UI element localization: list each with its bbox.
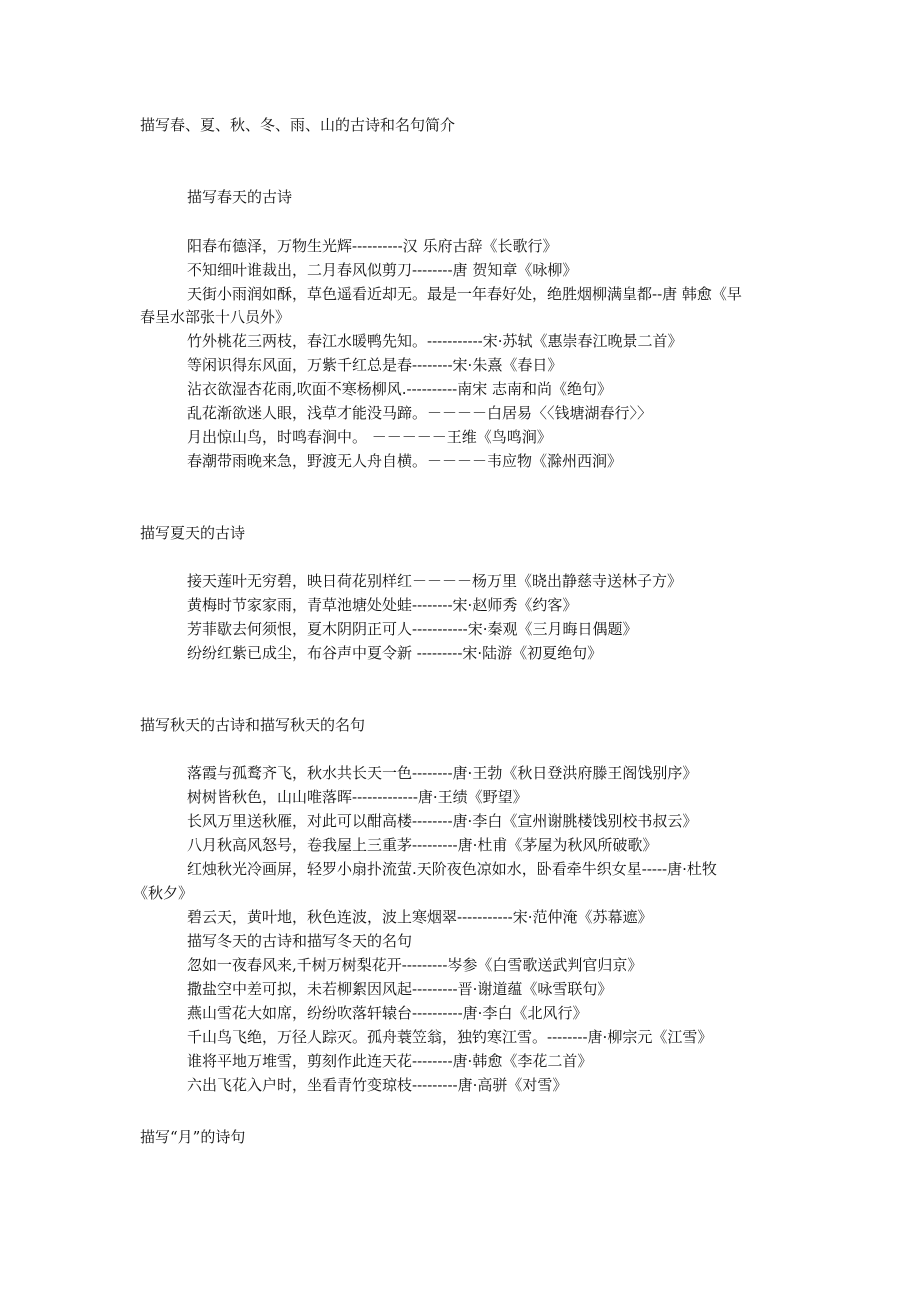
spring-line: 月出惊山鸟，时鸣春涧中。 －－－－－王维《鸟鸣涧》 [187, 428, 552, 446]
summer-line: 芳菲歇去何须恨，夏木阴阴正可人-----------宋·秦观《三月晦日偶题》 [187, 620, 638, 638]
moon-heading: 描写“月”的诗句 [140, 1128, 246, 1146]
spring-line: 竹外桃花三两枝，春江水暖鸭先知。-----------宋·苏轼《惠崇春江晚景二首》 [187, 332, 683, 350]
autumn-line: 红烛秋光冷画屏，轻罗小扇扑流萤.天阶夜色凉如水，卧看牵牛织女星-----唐·杜牧 [187, 860, 717, 878]
winter-line: 撒盐空中差可拟，未若柳絮因风起---------晋·谢道蕴《咏雪联句》 [187, 980, 613, 998]
spring-heading: 描写春天的古诗 [187, 188, 293, 206]
winter-line: 忽如一夜春风来,千树万树梨花开---------岑参《白雪歌送武判官归京》 [187, 956, 643, 974]
summer-line: 纷纷红紫已成尘，布谷声中夏令新 ---------宋·陆游《初夏绝句》 [187, 644, 603, 662]
summer-heading: 描写夏天的古诗 [140, 524, 246, 542]
autumn-line: 树树皆秋色，山山唯落晖-------------唐·王绩《野望》 [187, 788, 528, 806]
spring-line: 乱花渐欲迷人眼，浅草才能没马蹄。－－－－白居易〈〈钱塘湖春行〉〉 [187, 404, 653, 422]
spring-line-continuation: 春呈水部张十八员外》 [140, 308, 291, 326]
spring-line: 天街小雨润如酥，草色遥看近却无。最是一年春好处，绝胜烟柳满皇都--唐 韩愈《早 [187, 285, 742, 303]
autumn-line: 长风万里送秋雁，对此可以酣高楼--------唐·李白《宣州谢朓楼饯别校书叔云》 [187, 812, 698, 830]
autumn-line-continuation: 《秋夕》 [133, 884, 194, 902]
summer-line: 接天莲叶无穷碧，映日荷花别样红－－－－杨万里《晓出静慈寺送林子方》 [187, 572, 683, 590]
summer-line: 黄梅时节家家雨，青草池塘处处蛙--------宋·赵师秀《约客》 [187, 596, 578, 614]
winter-line: 燕山雪花大如席，纷纷吹落轩辕台----------唐·李白《北风行》 [187, 1004, 588, 1022]
document-title: 描写春、夏、秋、冬、雨、山的古诗和名句简介 [140, 116, 456, 134]
spring-line: 沾衣欲湿杏花雨,吹面不寒杨柳风.----------南宋 志南和尚《绝句》 [187, 380, 612, 398]
autumn-line: 落霞与孤鹜齐飞，秋水共长天一色--------唐·王勃《秋日登洪府滕王阁饯别序》 [187, 764, 698, 782]
autumn-line: 八月秋高风怒号，卷我屋上三重茅---------唐·杜甫《茅屋为秋风所破歌》 [187, 836, 658, 854]
winter-line: 谁将平地万堆雪，剪刻作此连天花--------唐·韩愈《李花二首》 [187, 1052, 593, 1070]
spring-line: 春潮带雨晚来急，野渡无人舟自横。－－－－韦应物《滁州西涧》 [187, 452, 623, 470]
winter-heading: 描写冬天的古诗和描写冬天的名句 [187, 932, 413, 950]
winter-line: 六出飞花入户时，坐看青竹变琼枝---------唐·高骈《对雪》 [187, 1076, 568, 1094]
spring-line: 不知细叶谁裁出，二月春风似剪刀--------唐 贺知章《咏柳》 [187, 261, 578, 279]
winter-line: 千山鸟飞绝，万径人踪灭。孤舟蓑笠翁，独钓寒江雪。--------唐·柳宗元《江雪》 [187, 1028, 713, 1046]
autumn-line: 碧云天，黄叶地，秋色连波，波上寒烟翠-----------宋·范仲淹《苏幕遮》 [187, 908, 653, 926]
spring-line: 等闲识得东风面，万紫千红总是春--------宋·朱熹《春日》 [187, 356, 563, 374]
spring-line: 阳春布德泽，万物生光辉----------汉 乐府古辞《长歌行》 [187, 237, 558, 255]
autumn-heading: 描写秋天的古诗和描写秋天的名句 [140, 716, 366, 734]
